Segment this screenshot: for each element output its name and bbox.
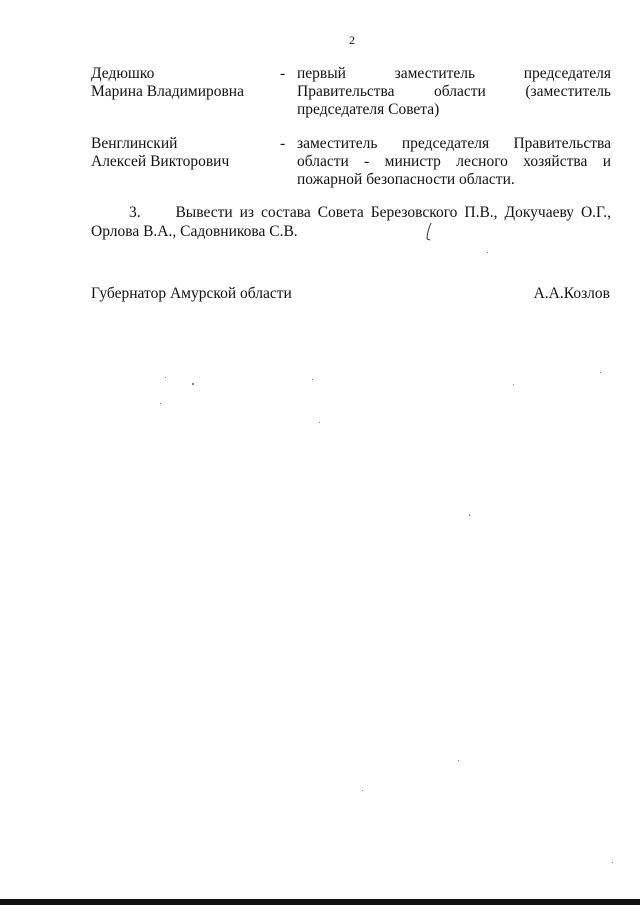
scan-speck: [487, 252, 488, 253]
scan-edge: [0, 899, 640, 905]
member-2-name: [91, 135, 281, 171]
member-1-dash: -: [280, 65, 286, 82]
scan-speck: [362, 790, 363, 791]
member-2-given-names: Алексей Викторович: [91, 153, 230, 170]
member-1-position-line: председателя Совета): [297, 101, 440, 118]
scan-speck: [600, 372, 601, 373]
scan-speck: [513, 384, 514, 385]
scan-speck: [469, 514, 470, 516]
member-1-given-names: Марина Владимировна: [91, 83, 244, 100]
handwritten-mark: [424, 222, 436, 242]
item-3-line-1: 3. Вывести из состава Совета Березовского П.В., Докучаеву О.Г.,: [129, 204, 611, 221]
member-2-surname: Венглинский: [91, 135, 178, 152]
member-1-name: [91, 65, 281, 101]
scan-speck: [312, 379, 313, 380]
member-1-position: [297, 65, 611, 119]
member-1-position-line: Правительства области (заместитель: [297, 83, 611, 100]
scan-speck: [612, 862, 613, 863]
member-2-position-line: пожарной безопасности области.: [297, 171, 515, 188]
member-2-position: [297, 135, 611, 189]
member-2-position-line: области - министр лесного хозяйства и: [297, 153, 611, 170]
item-3-line-2: Орлова В.А., Садовникова С.В.: [91, 223, 298, 240]
scan-speck: [458, 760, 459, 761]
member-1-surname: Дедюшко: [91, 65, 155, 82]
item-3-paragraph: [91, 203, 611, 241]
page-number: 2: [349, 33, 355, 47]
scan-speck: [319, 422, 320, 423]
scan-speck: [165, 377, 166, 378]
signature-name: А.А.Козлов: [533, 285, 610, 302]
member-2-position-line: заместитель председателя Правительства: [297, 135, 611, 152]
signature-title: Губернатор Амурской области: [91, 285, 292, 302]
scan-speck: [192, 383, 194, 385]
member-1-position-line: первый заместитель председателя: [297, 65, 611, 82]
scan-speck: [160, 403, 161, 404]
member-2-dash: -: [280, 135, 286, 152]
